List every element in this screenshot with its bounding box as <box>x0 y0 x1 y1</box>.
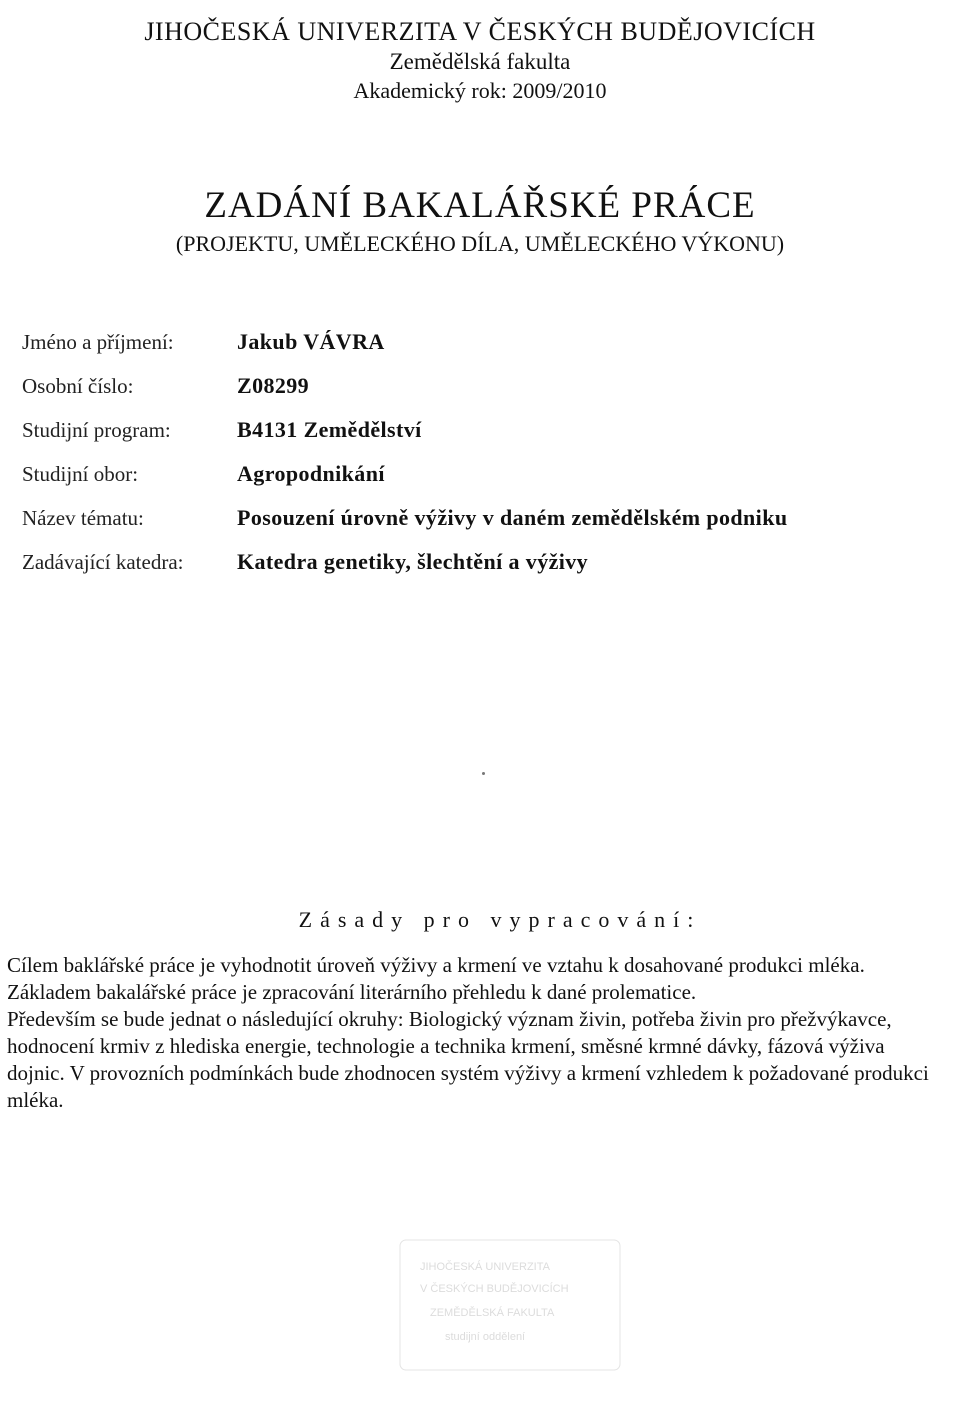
field-value: Agropodnikání <box>237 461 385 486</box>
field-row-topic <box>22 496 942 540</box>
faculty-name: Zemědělská fakulta <box>389 49 571 74</box>
speck-mark <box>482 772 485 775</box>
principles-paragraph: Základem bakalářské práce je zpracování literárního přehledu k dané prolematice. <box>7 980 697 1004</box>
field-label: Studijní program: <box>22 418 171 442</box>
field-value: B4131 Zemědělství <box>237 417 422 442</box>
field-row-department <box>22 540 942 584</box>
university-name: JIHOČESKÁ UNIVERZITA V ČESKÝCH BUDĚJOVICÍCH <box>144 17 816 46</box>
field-value: Katedra genetiky, šlechtění a výživy <box>237 549 589 574</box>
document-subtitle: (PROJEKTU, UMĚLECKÉHO DÍLA, UMĚLECKÉHO VÝKONU) <box>175 231 785 256</box>
principles-paragraph: Cílem baklářské práce je vyhodnotit úroveň výživy a krmení ve vztahu k dosahované produkci mléka. <box>7 953 865 977</box>
academic-year: Akademický rok: 2009/2010 <box>353 78 607 103</box>
field-row-study-field <box>22 452 942 496</box>
field-value: Posouzení úrovně výživy v daném zemědělském podniku <box>237 505 788 530</box>
principles-paragraph: Především se bude jednat o následující okruhy: Biologický význam živin, potřeba živin pro přežvýkavce, hodnocení krmiv z hlediska energie, technologie a technika krmení, směsné krmné dávky, fázová výživa dojnic. V provozních podmínkách bude zhodnocen systém výživy a krmení vzhledem k požadované produkci mléka. <box>7 1007 929 1112</box>
field-value: Z08299 <box>237 373 310 398</box>
principles-heading: Zásady pro vypracování: <box>298 907 702 932</box>
field-label: Osobní číslo: <box>22 374 134 398</box>
svg-text:JIHOČESKÁ UNIVERZITA: JIHOČESKÁ UNIVERZITA <box>420 1261 550 1273</box>
faded-stamp-seal <box>390 1230 630 1380</box>
field-label: Jméno a příjmení: <box>22 330 174 354</box>
field-row-study-program <box>22 408 942 452</box>
field-row-name <box>22 320 942 364</box>
principles-body <box>7 952 937 1114</box>
field-label: Studijní obor: <box>22 462 139 486</box>
document-title: ZADÁNÍ BAKALÁŘSKÉ PRÁCE <box>204 185 756 226</box>
field-label: Zadávající katedra: <box>22 550 184 574</box>
svg-text:V ČESKÝCH BUDĚJOVICÍCH: V ČESKÝCH BUDĚJOVICÍCH <box>420 1283 569 1295</box>
field-label: Název tématu: <box>22 506 144 530</box>
document-header <box>0 16 960 106</box>
svg-text:studijní oddělení: studijní oddělení <box>445 1331 526 1343</box>
field-row-personal-number <box>22 364 942 408</box>
student-details <box>22 320 942 584</box>
title-block <box>0 183 960 259</box>
field-value: Jakub VÁVRA <box>237 329 385 354</box>
svg-text:ZEMĚDĚLSKÁ FAKULTA: ZEMĚDĚLSKÁ FAKULTA <box>430 1307 555 1319</box>
